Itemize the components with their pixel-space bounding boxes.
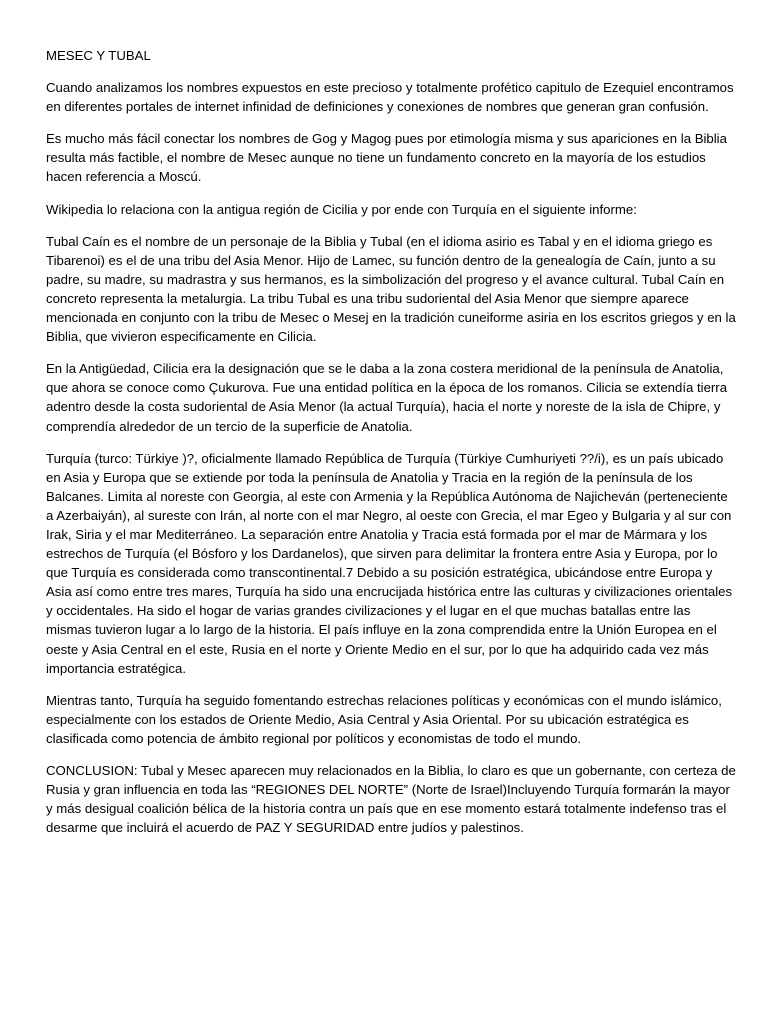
paragraph-intro: Cuando analizamos los nombres expuestos en este precioso y totalmente profético capitulo de Ezequiel encontramos en diferentes portales de internet infinidad de definiciones y conexiones de nombres que generan gran confusión. bbox=[46, 80, 734, 115]
paragraph-conclusion: CONCLUSION: Tubal y Mesec aparecen muy relacionados en la Biblia, lo claro es que un gobernante, con certeza de Rusia y gran influencia en toda las “REGIONES DEL NORTE” (Norte de Israel)Incluyendo Turquía formarán la mayor y más desigual coalición bélica de la historia contra un país que en ese momento estará totalmente indefenso tras el desarme que incluirá el acuerdo de PAZ Y SEGURIDAD entre judíos y palestinos. bbox=[46, 763, 736, 836]
paragraph-gog-magog: Es mucho más fácil conectar los nombres de Gog y Magog pues por etimología misma y sus apariciones en la Biblia resulta más factible, el nombre de Mesec aunque no tiene un fundamento concreto en la mayoría de los estudios hacen referencia a Moscú. bbox=[46, 131, 727, 185]
document-title: MESEC Y TUBAL bbox=[46, 48, 151, 63]
document-page bbox=[46, 46, 736, 850]
paragraph-turquia: Turquía (turco: Türkiye )?, oficialmente llamado República de Turquía (Türkiye Cumhuriyeti ??/i), es un país ubicado en Asia y Europa que se extiende por toda la península de Anatolia y Tracia en la región de la península de los Balcanes. Limita al noreste con Georgia, al este con Armenia y la República Autónoma de Najicheván (perteneciente a Azerbaiyán), al sureste con Irán, al norte con el mar Negro, al oeste con Grecia, el mar Egeo y Bulgaria y al sur con Irak, Siria y el mar Mediterráneo. La separación entre Anatolia y Tracia está formada por el mar de Mármara y los estrechos de Turquía (el Bósforo y los Dardanelos), que sirven para delimitar la frontera entre Asia y Europa, por lo que Turquía es considerada como transcontinental.7 Debido a su posición estratégica, ubicándose entre Europa y Asia así como entre tres mares, Turquía ha sido una encrucijada histórica entre las culturas y civilizaciones orientales y occidentales. Ha sido el hogar de varias grandes civilizaciones y el lugar en el que muchas batallas entre las mismas tuvieron lugar a lo largo de la historia. El país influye en la zona comprendida entre la Unión Europea en el oeste y Asia Central en el este, Rusia en el norte y Oriente Medio en el sur, por lo que ha adquirido cada vez más importancia estratégica. bbox=[46, 450, 733, 676]
paragraph-cilicia: En la Antigüedad, Cilicia era la designación que se le daba a la zona costera meridional de la península de Anatolia, que ahora se conoce como Çukurova. Fue una entidad política en la época de los romanos. Cilicia se extendía tierra adentro desde la costa sudoriental de Asia Menor (la actual Turquía), hacia el norte y noreste de la isla de Chipre, y comprendía alrededor de un tercio de la superficie de Anatolia. bbox=[46, 361, 728, 434]
paragraph-relaciones: Mientras tanto, Turquía ha seguido fomentando estrechas relaciones políticas y económicas con el mundo islámico, especialmente con los estados de Oriente Medio, Asia Central y Asia Oriental. Por su ubicación estratégica es clasificada como potencia de ámbito regional por políticos y economistas de todo el mundo. bbox=[46, 692, 722, 746]
paragraph-wikipedia: Wikipedia lo relaciona con la antigua región de Cicilia y por ende con Turquía en el siguiente informe: bbox=[46, 201, 637, 217]
paragraph-tubal-cain: Tubal Caín es el nombre de un personaje de la Biblia y Tubal (en el idioma asirio es Tabal y en el idioma griego es Tibarenoi) es el de una tribu del Asia Menor. Hijo de Lamec, su función dentro de la genealogía de Caín, junto a su padre, su madre, su madrastra y sus hermanos, es la simbolización del progreso y el avance cultural. Tubal Caín en concreto representa la metalurgia. La tribu Tubal es una tribu sudoriental del Asia Menor que siempre aparece mencionada en conjunto con la tribu de Mesec o Mesej en la tradición cuneiforme asiria en los escritos griegos y en la Biblia, que vivieron especificamente en Cilicia. bbox=[46, 233, 736, 345]
